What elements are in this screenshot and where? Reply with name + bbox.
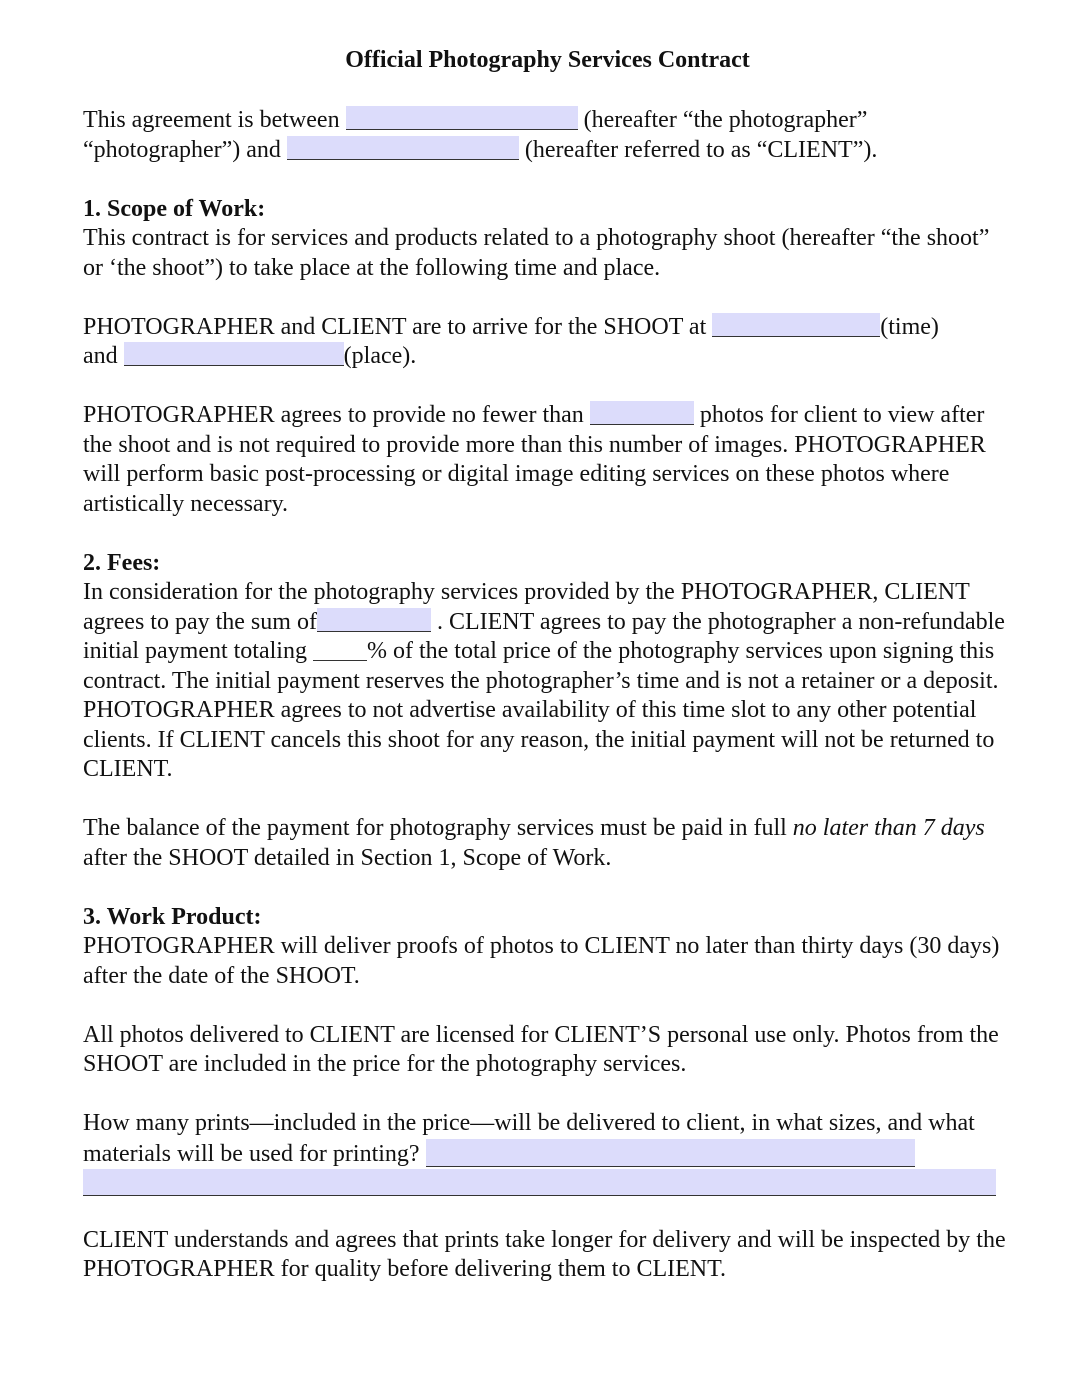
percent-field[interactable] — [313, 639, 367, 661]
fees-paragraph — [83, 578, 1013, 785]
place-label: (place). — [343, 343, 417, 369]
arrival-text: PHOTOGRAPHER and CLIENT are to arrive for the SHOOT at — [83, 313, 713, 340]
photos-text-1: PHOTOGRAPHER agrees to provide no fewer than — [83, 402, 590, 428]
prints-answer-field[interactable] — [426, 1139, 915, 1167]
balance-text-1: The balance of the payment for photography services must be paid in full — [83, 815, 793, 841]
fees-text-2: . CLIENT agrees to pay the photographer a non-refundable initial payment totaling — [83, 608, 1005, 664]
section-1-heading: 1. Scope of Work: — [83, 195, 266, 222]
inspection-paragraph: CLIENT understands and agrees that prints take longer for delivery and will be inspected by the PHOTOGRAPHER for quality before delivering them to CLIENT. — [83, 1226, 1006, 1282]
intro-text-4: (hereafter referred to as “CLIENT”). — [518, 136, 878, 163]
proofs-paragraph: PHOTOGRAPHER will deliver proofs of photos to CLIENT no later than thirty days (30 days) after the date of the SHOOT. — [83, 933, 1000, 989]
balance-text-2: after the SHOOT detailed in Section 1, Scope of Work. — [83, 844, 612, 871]
balance-paragraph — [83, 814, 1013, 873]
contract-body — [83, 106, 1013, 1285]
fees-text-3: % of the total price of the photography services upon signing this contract. The initial payment reserves the photographer’s time and is not a retainer or a deposit. PHOTOGRAPHER agrees to not advertise availability of this time slot to any other potential clients. If CLIENT cancels this shoot for any reason, the initial payment will not be returned to CLIENT. — [83, 638, 999, 782]
time-label: (time) — [880, 313, 939, 340]
prints-answer-field-line-2[interactable] — [83, 1169, 996, 1196]
section-3-heading: 3. Work Product: — [83, 903, 262, 930]
intro-text-1: This agreement is between — [83, 107, 346, 133]
and-text: and — [83, 343, 124, 369]
photos-paragraph — [83, 401, 1013, 519]
photographer-name-field[interactable] — [346, 106, 578, 130]
section-2-heading: 2. Fees: — [83, 549, 161, 576]
total-sum-field[interactable] — [317, 608, 431, 632]
fees-text-1: In consideration for the photography services provided by the PHOTOGRAPHER, CLIENT agrees to pay the sum of — [83, 579, 970, 635]
license-paragraph: All photos delivered to CLIENT are licensed for CLIENT’S personal use only. Photos from the SHOOT are included in the price for the photography services. — [83, 1021, 999, 1077]
photos-text-2: photos for client to view after the shoot and is not required to provide more than this number of images. PHOTOGRAPHER will perform basic post-processing or digital image editing services on these photos where artistically necessary. — [83, 402, 986, 517]
intro-text-2: (hereafter “the photographer” — [577, 107, 868, 133]
scope-paragraph: This contract is for services and products related to a photography shoot (hereafter “the shoot” or ‘the shoot”) to take place at the following time and place. — [83, 225, 990, 281]
prints-paragraph — [83, 1109, 1013, 1169]
prints-question: How many prints—included in the price—will be delivered to client, in what sizes, and what materials will be used for printing? — [83, 1110, 975, 1167]
document-title: Official Photography Services Contract — [345, 47, 750, 73]
client-name-field[interactable] — [287, 136, 519, 160]
intro-paragraph — [83, 106, 1013, 165]
balance-deadline: no later than 7 days — [792, 815, 985, 841]
time-field[interactable] — [712, 313, 880, 337]
intro-text-3: “photographer”) and — [83, 136, 287, 163]
place-field[interactable] — [124, 342, 344, 366]
arrival-paragraph — [83, 313, 1013, 372]
photo-count-field[interactable] — [590, 401, 694, 425]
